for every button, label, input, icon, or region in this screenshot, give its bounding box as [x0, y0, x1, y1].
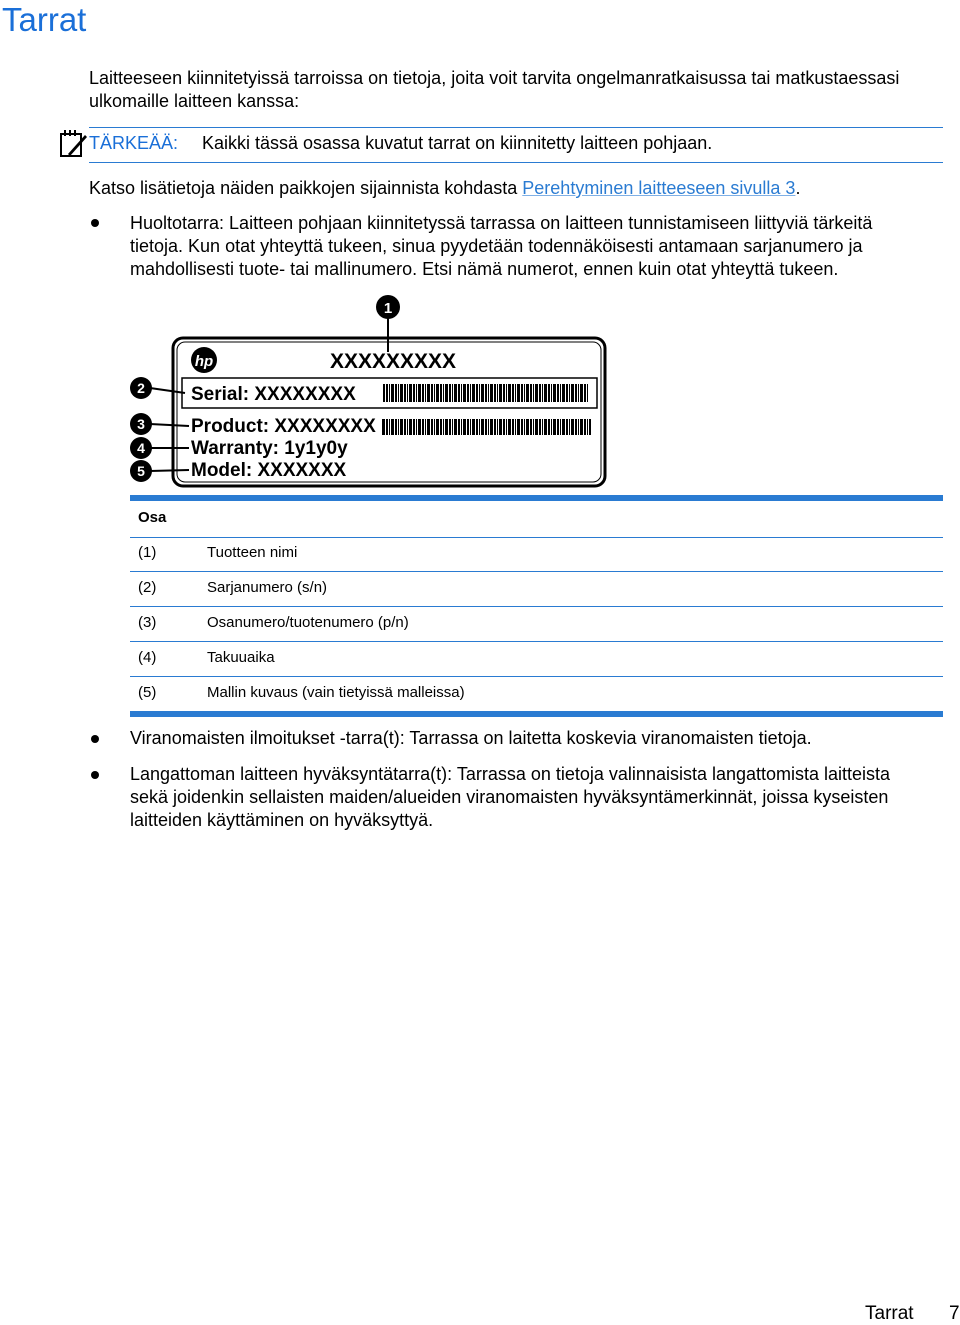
- table-row-num: (1): [138, 544, 157, 561]
- page-title: Tarrat: [2, 1, 87, 38]
- callout-3-label: 3: [137, 416, 145, 432]
- table-divider: [130, 537, 943, 538]
- label-product-name: XXXXXXXXX: [330, 350, 457, 373]
- table-divider: [130, 606, 943, 607]
- label-product: Product: XXXXXXXX: [191, 416, 376, 437]
- table-row-num: (4): [138, 649, 157, 666]
- table-row-num: (5): [138, 684, 157, 701]
- note-label: TÄRKEÄÄ:: [89, 133, 179, 153]
- table-divider: [130, 641, 943, 642]
- regulatory-label-bullet: Viranomaisten ilmoitukset -tarra(t): Tarrassa on laitetta koskevia viranomaisten tietoja.: [130, 728, 812, 748]
- table-divider: [130, 571, 943, 572]
- callout-1-label: 1: [383, 300, 393, 317]
- callout-4-label: 4: [137, 440, 145, 456]
- hp-logo-text: hp: [194, 353, 214, 370]
- table-row-num: (3): [138, 614, 157, 631]
- table-bottom-rule: [130, 711, 943, 717]
- bullet-icon: [91, 771, 99, 779]
- product-barcode: [381, 419, 591, 435]
- serial-barcode: [383, 384, 589, 402]
- label-warranty: Warranty: 1y1y0y: [191, 438, 348, 459]
- table-row-desc: Takuuaika: [207, 649, 275, 666]
- label-model: Model: XXXXXXX: [191, 460, 347, 481]
- table-row-desc: Osanumero/tuotenumero (p/n): [207, 614, 409, 631]
- callout-2-label: 2: [137, 380, 145, 396]
- see-also-suffix: .: [795, 178, 801, 198]
- important-note-icon: [58, 128, 88, 158]
- table-row-desc: Mallin kuvaus (vain tietyissä malleissa): [207, 684, 465, 701]
- table-divider: [130, 676, 943, 677]
- note-text: Kaikki tässä osassa kuvatut tarrat on kiinnitetty laitteen pohjaan.: [202, 133, 713, 153]
- bullet-icon: [91, 219, 99, 227]
- bullet-icon: [91, 735, 99, 743]
- footer-page-number: 7: [949, 1303, 960, 1324]
- callout-5-label: 5: [137, 463, 145, 479]
- service-label-illustration: [125, 290, 617, 490]
- label-serial: Serial: XXXXXXXX: [191, 384, 356, 405]
- note-top-rule: [89, 127, 943, 128]
- table-row-desc: Sarjanumero (s/n): [207, 579, 328, 596]
- wireless-label-bullet: Langattoman laitteen hyväksyntätarra(t): Tarrassa on tietoja valinnaisista langattomista laitteista sekä joidenkin sellaisten maiden/alueiden viranomaisten hyväksyntämerkinnät, joissa kyseisten laitteiden käyttäminen on hyväksyttyä.: [130, 764, 891, 830]
- see-also-text: [89, 177, 800, 199]
- cross-reference-link[interactable]: Perehtyminen laitteeseen sivulla 3: [522, 178, 796, 198]
- table-top-rule: [130, 495, 943, 501]
- service-label-bullet: Huoltotarra: Laitteen pohjaan kiinnitetyssä tarrassa on laitteen tunnistamiseen liittyviä tärkeitä tietoja. Kun otat yhteyttä tukeen, sinua pyydetään todennäköisesti antamaan sarjanumero ja mahdollisesti tuote- tai mallinumero. Etsi nämä numerot, ennen kuin otat yhteyttä tukeen.: [130, 213, 873, 279]
- note-bottom-rule: [89, 162, 943, 163]
- table-row-num: (2): [138, 579, 157, 596]
- see-also-prefix: Katso lisätietoja näiden paikkojen sijainnista kohdasta: [89, 178, 523, 198]
- table-row-desc: Tuotteen nimi: [207, 544, 298, 561]
- intro-paragraph: Laitteeseen kiinnitetyissä tarroissa on tietoja, joita voit tarvita ongelmanratkaisussa tai matkustaessasi ulkomaille laitteen kanssa:: [89, 68, 900, 111]
- footer-section-title: Tarrat: [865, 1303, 914, 1324]
- table-header: Osa: [138, 509, 167, 526]
